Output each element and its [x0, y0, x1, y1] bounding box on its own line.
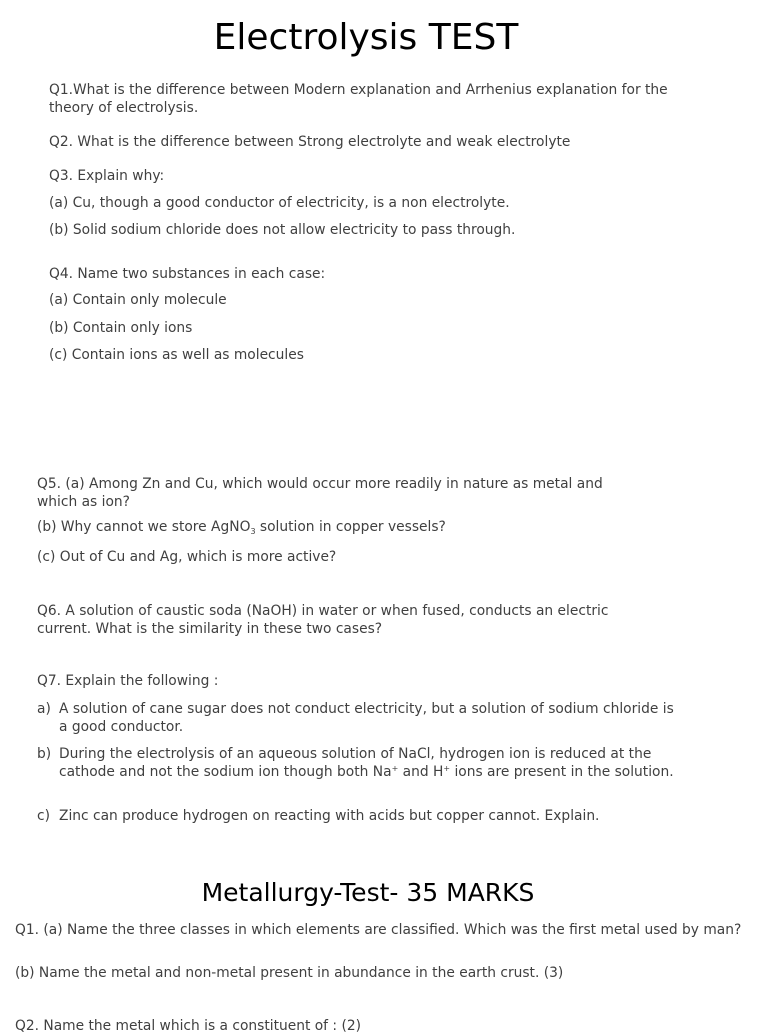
question-5-part-c: (c) Out of Cu and Ag, which is more active?	[37, 549, 337, 565]
metallurgy-question-1-part-a: Q1. (a) Name the three classes in which elements are classified. Which was the first metal used by man?	[15, 922, 742, 938]
question-3-stem: Q3. Explain why:	[49, 168, 165, 184]
question-7-item-a	[37, 700, 677, 736]
list-marker: c)	[37, 808, 50, 824]
list-marker: a)	[37, 701, 51, 717]
question-5-part-b	[37, 519, 446, 535]
question-2: Q2. What is the difference between Strong electrolyte and weak electrolyte	[49, 134, 571, 150]
section-title: Metallurgy-Test- 35 MARKS	[201, 878, 535, 907]
question-7-item-c	[37, 807, 677, 825]
q7b-text-2: and H	[398, 764, 444, 780]
superscript-plus: +	[391, 764, 399, 773]
question-4-part-a: (a) Contain only molecule	[49, 292, 227, 308]
question-4-part-c: (c) Contain ions as well as molecules	[49, 347, 304, 363]
question-7-stem: Q7. Explain the following :	[37, 673, 219, 689]
question-4-part-b: (b) Contain only ions	[49, 320, 193, 336]
question-5-part-a: Q5. (a) Among Zn and Cu, which would occur more readily in nature as metal and which as ion?	[37, 476, 603, 510]
q7b-text-1: During the electrolysis of an aqueous solution of NaCl, hydrogen ion is reduced at the cathode and not the sodium ion though both Na	[59, 746, 652, 780]
metallurgy-question-1-part-b: (b) Name the metal and non-metal present in abundance in the earth crust. (3)	[15, 965, 564, 981]
metallurgy-question-2: Q2. Name the metal which is a constituent of : (2)	[15, 1018, 362, 1034]
list-item-text	[37, 745, 687, 781]
subscript-3: 3	[250, 527, 256, 536]
page-title: Electrolysis TEST	[213, 17, 519, 58]
q5b-text-end: solution in copper vessels?	[255, 519, 446, 535]
question-1: Q1.What is the difference between Modern explanation and Arrhenius explanation for the theory of electrolysis.	[49, 82, 668, 116]
question-4-stem: Q4. Name two substances in each case:	[49, 266, 326, 282]
superscript-plus: +	[443, 764, 451, 773]
question-7-item-b	[37, 745, 687, 781]
question-3-part-b: (b) Solid sodium chloride does not allow electricity to pass through.	[49, 222, 516, 238]
q7b-text-3: ions are present in the solution.	[450, 764, 674, 780]
question-3-part-a: (a) Cu, though a good conductor of electricity, is a non electrolyte.	[49, 195, 510, 211]
list-item-text: Zinc can produce hydrogen on reacting with acids but copper cannot. Explain.	[59, 808, 600, 824]
question-6: Q6. A solution of caustic soda (NaOH) in water or when fused, conducts an electric current. What is the similarity in these two cases?	[37, 603, 609, 637]
list-item-text: A solution of cane sugar does not conduct electricity, but a solution of sodium chloride is a good conductor.	[59, 701, 674, 735]
q5b-text-start: (b) Why cannot we store AgNO	[37, 519, 251, 535]
list-marker: b)	[37, 746, 52, 762]
